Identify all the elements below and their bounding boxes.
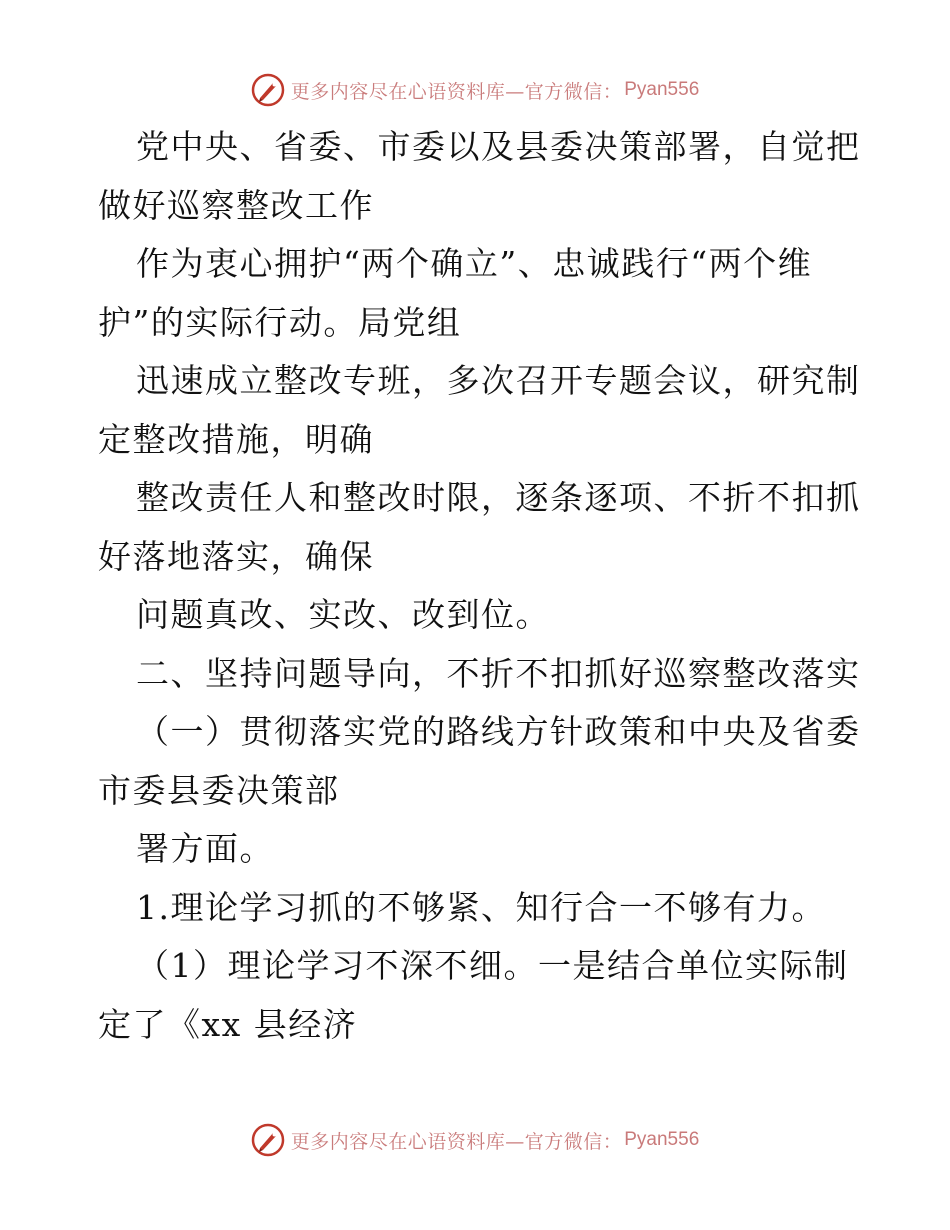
body-line: （1）理论学习不深不细。一是结合单位实际制 (136, 946, 849, 985)
footer-watermark (0, 1120, 950, 1160)
body-line: 署方面。 (136, 829, 274, 868)
body-line: 作为衷心拥护“两个确立”、忠诚践行“两个维 (136, 244, 813, 283)
body-line: 好落地落实，确保 (98, 536, 374, 576)
pen-logo-icon (251, 73, 285, 107)
watermark-wechat-id: Pyan556 (624, 1129, 700, 1150)
body-line: 护”的实际行动。局党组 (98, 302, 462, 342)
body-line: 整改责任人和整改时限，逐条逐项、不折不扣抓 (136, 478, 861, 517)
body-line: 定了《xx 县经济 (98, 1004, 358, 1044)
body-line: 做好巡察整改工作 (98, 185, 374, 225)
header-watermark (0, 70, 950, 110)
body-line: 党中央、省委、市委以及县委决策部署，自觉把 (136, 127, 861, 166)
subsection-heading: （一）贯彻落实党的路线方针政策和中央及省委 (136, 712, 861, 751)
watermark-text: 更多内容尽在心语资料库—官方微信： (290, 1130, 623, 1153)
body-line: 问题真改、实改、改到位。 (136, 595, 550, 634)
pen-logo-icon (251, 1123, 285, 1157)
document-body (98, 118, 861, 1054)
body-line: 迅速成立整改专班，多次召开专题会议，研究制 (136, 361, 861, 400)
watermark-text: 更多内容尽在心语资料库—官方微信： (290, 80, 623, 103)
body-line: 市委县委决策部 (98, 770, 340, 810)
section-heading: 二、坚持问题导向，不折不扣抓好巡察整改落实 (136, 653, 861, 693)
body-line: 定整改措施，明确 (98, 419, 374, 459)
watermark-wechat-id: Pyan556 (624, 79, 700, 100)
item-heading: 1.理论学习抓的不够紧、知行合一不够有力。 (136, 887, 826, 927)
